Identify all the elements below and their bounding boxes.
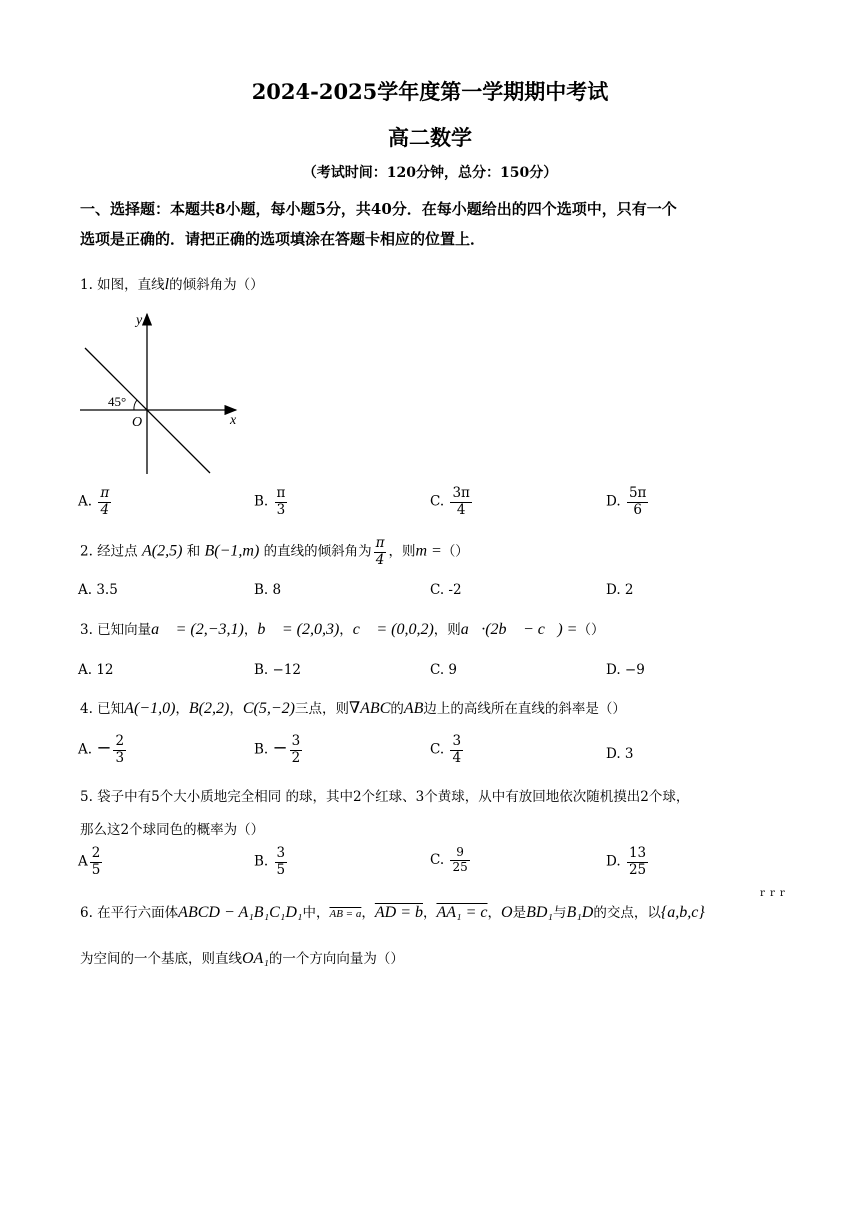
question-6-line-1: 6. 在平行六面体ABCD − A₁B₁C₁D₁中，AB = a，AD = b，AA₁ = c，O是BD₁与B₁D的交点，以{a,b,c} — [80, 904, 705, 921]
y-label: y — [136, 313, 143, 328]
exam-title: 2024-2025学年度第一学期期中考试 — [251, 79, 609, 104]
q2-option-c: C. -2 — [430, 582, 462, 598]
x-label: x — [230, 413, 237, 428]
section-instructions — [80, 194, 800, 254]
q4-option-d: D. 3 — [606, 746, 634, 762]
q4-option-b: B. − $\frac{3}{2}$ — [254, 733, 301, 766]
section-line-2: 选项是正确的．请把正确的选项填涂在答题卡相应的位置上． — [80, 230, 486, 248]
q1-option-a: A. $\frac{\pi}{4}$ — [78, 485, 110, 518]
q5-option-a: A $\frac{2}{5}$ — [78, 845, 101, 878]
question-5-line-2: 那么这2个球同色的概率为（） — [80, 822, 265, 838]
angle-label: 45° — [108, 394, 127, 409]
q1-option-b: B. $\frac{\pi}{3}$ — [254, 485, 286, 518]
question-1-figure — [78, 310, 248, 478]
question-4-stem: 4. 已知A(−1,0)，B(2,2)，C(5,−2)三点，则∇ABC的AB边上的高线所在直线的斜率是（） — [80, 700, 626, 717]
exam-info: （考试时间：120分钟，总分：150分） — [302, 165, 558, 181]
q5-option-c: C. $\frac{9}{25}$ — [430, 845, 468, 874]
basis-vector-marks: r r r — [760, 888, 786, 899]
question-3-stem: 3. 已知向量a⃗ = (2,−3,1)，b⃗ = (2,0,3)，c⃗ = (0,0,2)，则a⃗·(2b⃗ − c⃗) =（） — [80, 621, 605, 638]
angle-arc — [134, 400, 137, 410]
q3-option-b: B. −12 — [254, 662, 301, 678]
q1-option-c: C. $\frac{3\pi}{4}$ — [430, 485, 470, 518]
q3-option-d: D. −9 — [606, 662, 645, 678]
q3-option-a: A. 12 — [78, 662, 114, 678]
q1-option-d: D. $\frac{5\pi}{6}$ — [606, 485, 647, 518]
q4-option-c: C. $\frac{3}{4}$ — [430, 733, 462, 766]
q5-option-d: D. $\frac{13}{25}$ — [606, 845, 647, 878]
q5-option-b: B. $\frac{3}{5}$ — [254, 845, 286, 878]
question-5-line-1: 5. 袋子中有5个大小质地完全相同 的球，其中2个红球、3个黄球，从中有放回地依次随机摸出2个球， — [80, 789, 690, 805]
q4-option-a: A. − $\frac{2}{3}$ — [78, 733, 125, 766]
section-line-1: 一、选择题：本题共8小题，每小题5分，共40分．在每小题给出的四个选项中，只有一个 — [80, 200, 677, 218]
subject-title: 高二数学 — [388, 125, 472, 150]
question-2-stem: 2. 经过点 A(2,5) 和 B(−1,m) 的直线的倾斜角为 $\frac{\pi}{4}$ ，则m =（） — [80, 535, 469, 568]
question-6-line-2: 为空间的一个基底，则直线OA₁的一个方向向量为（） — [80, 950, 404, 967]
line-var: l — [164, 276, 170, 293]
origin-label: O — [132, 415, 143, 430]
q2-option-d: D. 2 — [606, 582, 634, 598]
q2-option-a: A. 3.5 — [78, 582, 118, 598]
question-1-stem: 1. 如图，直线l的倾斜角为（） — [80, 276, 264, 293]
q3-option-c: C. 9 — [430, 662, 458, 678]
q2-option-b: B. 8 — [254, 582, 282, 598]
